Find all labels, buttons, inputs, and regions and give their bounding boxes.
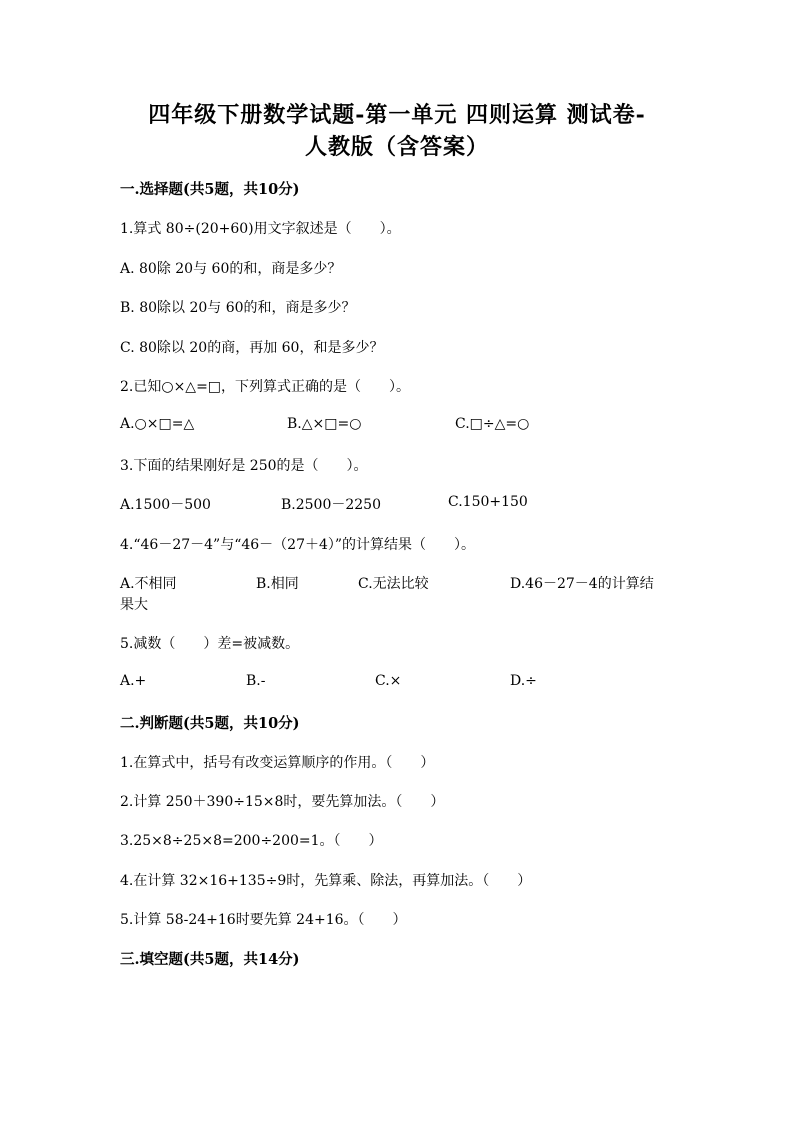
q5-option-a: A.+ [120,673,147,689]
q5-option-d: D.÷ [510,673,537,689]
q4-option-d: D.46－27－4的计算结 [510,576,654,592]
q2-option-b: B.△×□=○ [287,416,362,432]
judge-q2: 2.计算 250＋390÷15×8时，要先算加法。（ ） [120,794,445,810]
q1-stem: 1.算式 80÷(20+60)用文字叙述是（ ）。 [120,221,401,237]
q1-option-b: B. 80除以 20与 60的和，商是多少？ [120,300,356,316]
page-subtitle: 人教版（含答案） [304,134,489,160]
judge-q4: 4.在计算 32×16+135÷9时，先算乘、除法，再算加法。（ ） [120,873,532,889]
q3-stem: 3.下面的结果刚好是 250的是（ ）。 [120,458,368,474]
q2-stem: 2.已知○×△=□，下列算式正确的是（ ）。 [120,379,411,395]
page-title: 四年级下册数学试题-第一单元 四则运算 测试卷- [148,102,646,128]
q3-option-a: A.1500－500 [120,497,211,513]
judge-q1: 1.在算式中，括号有改变运算顺序的作用。（ ） [120,755,435,771]
q4-stem: 4.“46－27－4”与“46－（27＋4）”的计算结果（ ）。 [120,537,476,553]
judge-q5: 5.计算 58-24+16时要先算 24+16。（ ） [120,912,407,928]
section-heading-fill-in: 三.填空题(共5题，共14分) [120,951,300,968]
q2-option-c: C.□÷△=○ [455,416,530,432]
q1-option-c: C. 80除以 20的商，再加 60，和是多少？ [120,340,384,356]
judge-q3: 3.25×8÷25×8=200÷200=1。（ ） [120,833,383,849]
q4-option-d-continued: 果大 [120,597,148,613]
q2-option-a: A.○×□=△ [120,416,195,432]
q1-option-a: A. 80除 20与 60的和，商是多少？ [120,261,342,277]
q5-option-b: B.- [246,673,266,689]
q4-option-b: B.相同 [256,576,299,592]
q3-option-b: B.2500－2250 [281,497,381,513]
q4-option-a: A.不相同 [120,576,177,592]
q3-option-c: C.150+150 [448,494,528,510]
q5-stem: 5.减数（ ）差=被减数。 [120,636,300,652]
q5-option-c: C.× [375,673,402,689]
section-heading-judgement: 二.判断题(共5题，共10分) [120,715,300,732]
section-heading-choice: 一.选择题(共5题，共10分) [120,181,300,198]
q4-option-c: C.无法比较 [358,576,429,592]
